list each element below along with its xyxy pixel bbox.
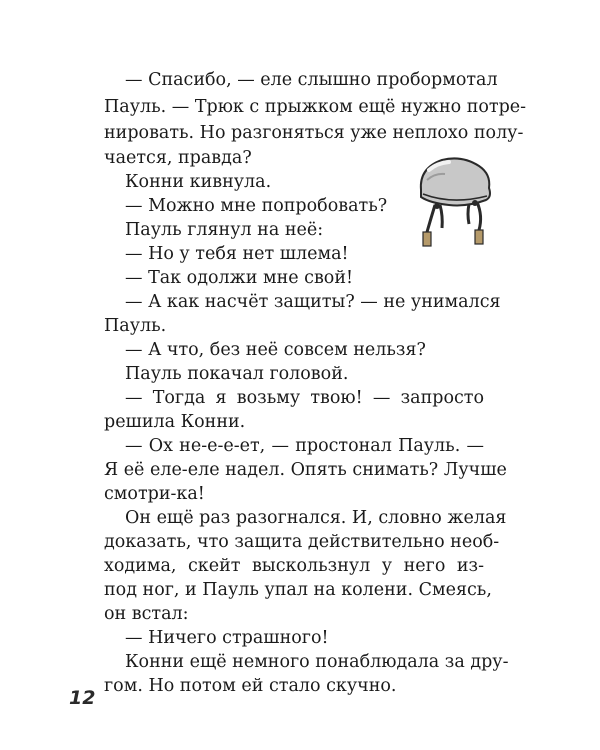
- text-line: решила Конни.: [104, 412, 246, 432]
- text-line: — А что, без неё совсем нельзя?: [125, 340, 426, 360]
- text-line: Пауль покачал головой.: [125, 364, 349, 384]
- text-line: — Ничего страшного!: [125, 628, 329, 648]
- text-line: Пауль. — Трюк с прыжком ещё нужно потре-: [104, 97, 527, 117]
- text-line: он встал:: [104, 604, 189, 624]
- text-line: — Тогда я возьму твою! — запросто: [125, 388, 484, 408]
- text-line: — Спасибо, — еле слышно пробормотал: [125, 70, 498, 90]
- text-line: гом. Но потом ей стало скучно.: [104, 676, 397, 696]
- text-line: доказать, что защита действительно необ-: [104, 532, 500, 552]
- text-line: нировать. Но разгоняться уже неплохо полу-: [104, 123, 524, 143]
- text-line: — А как насчёт защиты? — не унимался: [125, 292, 501, 312]
- text-line: под ног, и Пауль упал на колени. Смеясь,: [104, 580, 492, 600]
- helmet-icon: [407, 150, 507, 260]
- text-line: Он ещё раз разогнался. И, словно желая: [125, 508, 507, 528]
- text-line: Пауль.: [104, 316, 167, 336]
- text-line: Пауль глянул на неё:: [125, 220, 324, 240]
- text-line: — Ох не-е-е-ет, — простонал Пауль. —: [125, 436, 484, 456]
- text-line: — Можно мне попробовать?: [125, 196, 388, 216]
- text-line: ходима, скейт выскользнул у него из-: [104, 556, 484, 576]
- text-line: Конни ещё немного понаблюдала за дру-: [125, 652, 509, 672]
- text-line: смотри-ка!: [104, 484, 205, 504]
- text-line: — Но у тебя нет шлема!: [125, 244, 349, 264]
- page-number: 12: [69, 687, 96, 709]
- text-line: Я её еле-еле надел. Опять снимать? Лучше: [104, 460, 507, 480]
- text-line: — Так одолжи мне свой!: [125, 268, 354, 288]
- text-line: чается, правда?: [104, 148, 252, 168]
- text-line: Конни кивнула.: [125, 172, 272, 192]
